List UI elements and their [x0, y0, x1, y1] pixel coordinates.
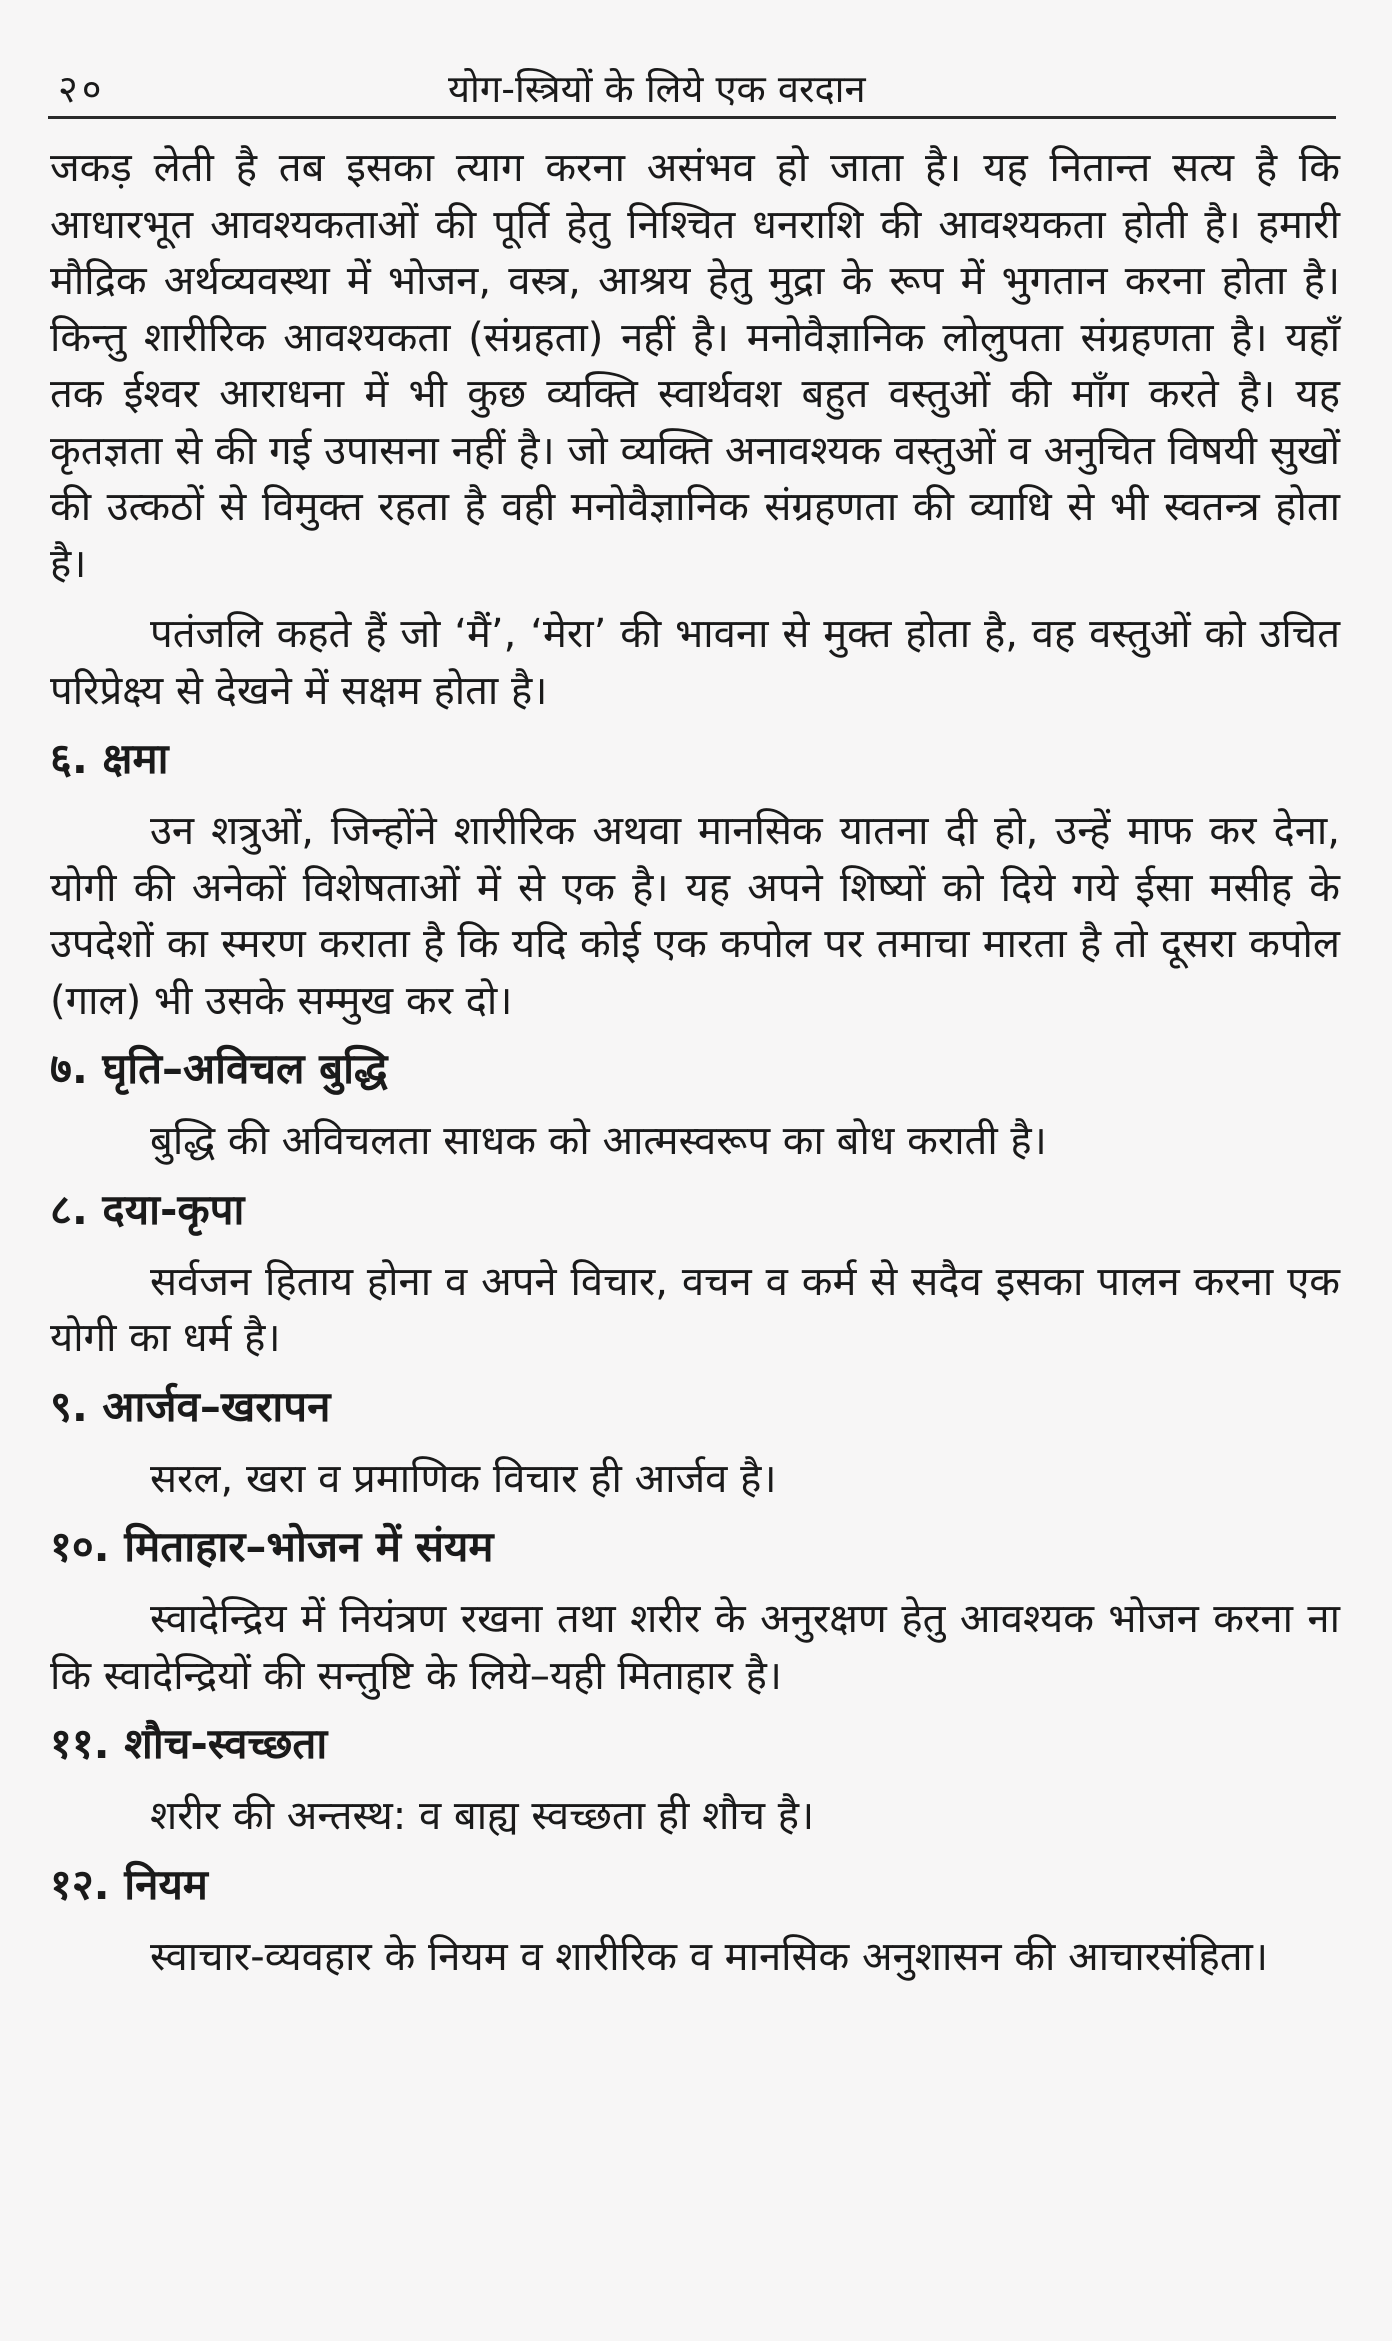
section-heading-dhriti: ७. घृति–अविचल बुद्धि: [50, 1044, 388, 1093]
page-header: [58, 58, 1334, 114]
section-heading-aarjav: ९. आर्जव–खरापन: [50, 1381, 331, 1431]
section-heading-mitahar: १०. मिताहार–भोजन में संयम: [50, 1522, 494, 1571]
section-heading-shauch: ११. शौच-स्वच्छता: [50, 1719, 328, 1768]
intro-paragraph: जकड़ लेती है तब इसका त्याग करना असंभव हो जाता है। यह नितान्त सत्य है कि आधारभूत आवश्यकताओं की पूर्ति हेतु निश्चित धनराशि की आवश्यकता होती है। हमारी मौद्रिक अर्थव्यवस्था में भोजन, वस्त्र, आश्रय हेतु मुद्रा के रूप में भुगतान करना होता है। किन्तु शारीरिक आवश्यकता (संग्रहता) नहीं है। मनोवैज्ञानिक लोलुपता संग्रहणता है। यहाँ तक ईश्वर आराधना में भी कुछ व्यक्ति स्वार्थवश बहुत वस्तुओं की माँग करते है। यह कृतज्ञता से की गई उपासना नहीं है। जो व्यक्ति अनावश्यक वस्तुओं व अनुचित विषयी सुखों की उत्कठों से विमुक्त रहता है वही मनोवैज्ञानिक संग्रहणता की व्याधि से भी स्वतन्त्र होता है।: [50, 145, 1340, 587]
section-text-mitahar: स्वादेन्द्रिय में नियंत्रण रखना तथा शरीर के अनुरक्षण हेतु आवश्यक भोजन करना ना कि स्वादेन्द्रियों की सन्तुष्टि के लिये–यही मिताहार है।: [50, 1596, 1340, 1699]
running-title: योग-स्त्रियों के लिये एक वरदान: [448, 67, 866, 111]
section-text-aarjav: सरल, खरा व प्रमाणिक विचार ही आर्जव है।: [150, 1455, 777, 1502]
section-text-daya: सर्वजन हिताय होना व अपने विचार, वचन व कर्म से सदैव इसका पालन करना एक योगी का धर्म है।: [50, 1258, 1340, 1361]
section-text-shauch: शरीर की अन्तस्थ: व बाह्य स्वच्छता ही शौच है।: [150, 1793, 815, 1839]
section-text-kshama: उन शत्रुओं, जिन्होंने शारीरिक अथवा मानसिक यातना दी हो, उन्हें माफ कर देना, योगी की अनेकों विशेषताओं में से एक है। यह अपने शिष्यों को दिये गये ईसा मसीह के उपदेशों का स्मरण कराता है कि यदि कोई एक कपोल पर तमाचा मारता है तो दूसरा कपोल (गाल) भी उसके सम्मुख कर दो।: [50, 808, 1340, 1024]
page-number: २०: [58, 67, 106, 111]
section-heading-niyam: १२. नियम: [50, 1859, 208, 1909]
page-body: [50, 140, 1340, 1985]
header-divider: [48, 116, 1336, 119]
intro-paragraph-patanjali: पतंजलि कहते हैं जो ‘मैं’, ‘मेरा’ की भावना से मुक्त होता है, वह वस्तुओं को उचित परिप्रेक्ष्य से देखने में सक्षम होता है।: [50, 611, 1340, 714]
section-heading-daya: ८. दया-कृपा: [50, 1184, 245, 1234]
section-text-dhriti: बुद्धि की अविचलता साधक को आत्मस्वरूप का बोध कराती है।: [150, 1118, 1047, 1164]
section-heading-kshama: ६. क्षमा: [50, 734, 169, 783]
section-text-niyam: स्वाचार-व्यवहार के नियम व शारीरिक व मानसिक अनुशासन की आचारसंहिता।: [150, 1933, 1269, 1980]
